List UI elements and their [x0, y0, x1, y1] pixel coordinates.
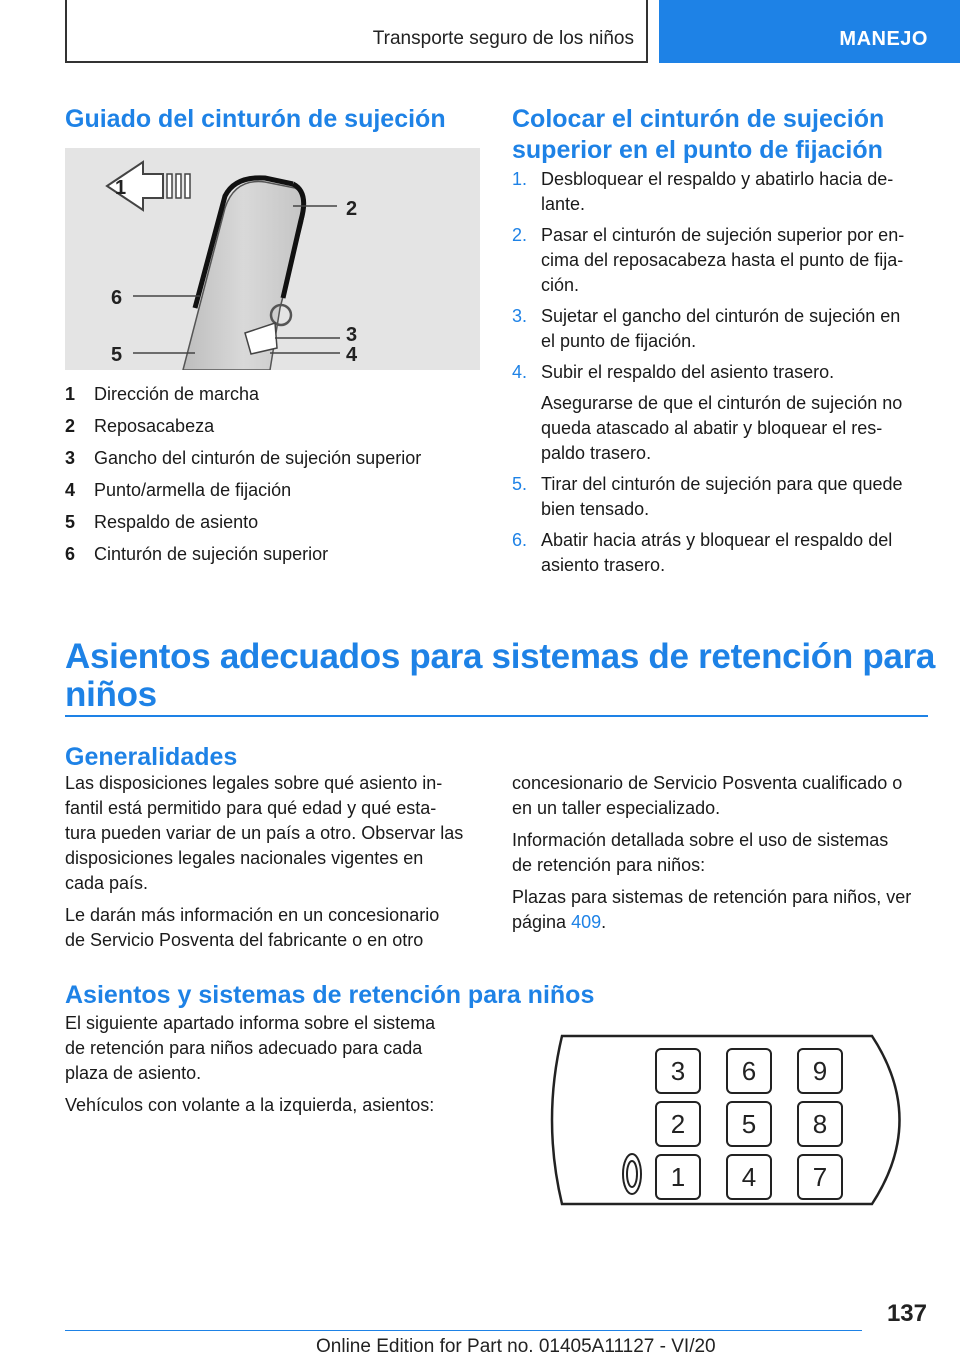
belt-routing-illustration [65, 148, 480, 370]
footer-edition: Online Edition for Part no. 01405A11127 - VI/20 [316, 1336, 716, 1357]
legend-item [65, 381, 485, 413]
seat-number: 1 [670, 1162, 686, 1192]
seat-number: 8 [812, 1109, 828, 1139]
callout-1: 1 [115, 177, 127, 199]
legend-number: 3 [65, 448, 76, 468]
footer-divider [65, 1330, 862, 1331]
callout-4: 4 [346, 344, 358, 366]
header-title: Transporte seguro de los niños [372, 28, 634, 49]
seat-number: 9 [812, 1056, 828, 1086]
general-right-text: concesionario de Servicio Posventa cualificado o en un taller especializado. Información detallada sobre el uso de sistemas de retención para niños: Plazas para sistemas de retención para niños, ver página 409. [512, 773, 912, 932]
seat-number: 4 [741, 1162, 757, 1192]
legend-text: Punto/armella de fijación [94, 480, 292, 500]
page-reference-link[interactable]: 409 [571, 912, 602, 932]
legend-item [65, 509, 485, 541]
step-number: 3. [512, 306, 528, 326]
legend-number: 6 [65, 544, 76, 564]
legend-text: Reposacabeza [94, 416, 215, 436]
step-item: 5. Tirar del cinturón de sujeción para que quede bien tensado. [512, 474, 903, 519]
legend-item [65, 477, 485, 509]
step-note: Asegurarse de que el cinturón de sujeción no queda atascado al abatir y bloquear el res- paldo trasero. [541, 393, 903, 463]
seats-text: El siguiente apartado informa sobre el sistema de retención para niños adecuado para cada plaza de asiento. Vehículos con volante a la izquierda, asientos: [65, 1013, 436, 1115]
step-number: 2. [512, 225, 528, 245]
header-title-box [65, 0, 648, 63]
legend-number: 2 [65, 416, 76, 436]
step-number: 5. [512, 474, 528, 494]
legend-number: 5 [65, 512, 76, 532]
callout-2: 2 [346, 198, 358, 220]
step-number: 4. [512, 362, 528, 382]
seat-number: 5 [741, 1109, 757, 1139]
legend-text: Gancho del cinturón de sujeción superior [94, 448, 422, 468]
section-divider [65, 715, 928, 717]
callout-3: 3 [346, 324, 358, 346]
chapter-section-title: Asientos adecuados para sistemas de retención para niños [65, 637, 936, 714]
step-item: 6. Abatir hacia atrás y bloquear el respaldo del asiento trasero. [512, 530, 893, 575]
legend-text: Respaldo de asiento [94, 512, 259, 532]
subheading-seats-and-restraints: Asientos y sistemas de retención para niños [65, 981, 595, 1009]
step-item: 1. Desbloquear el respaldo y abatirlo hacia de- lante. [512, 169, 894, 214]
seat-number: 3 [670, 1056, 686, 1086]
legend-number: 1 [65, 384, 76, 404]
step-item: 2. Pasar el cinturón de sujeción superior por en- cima del reposacabeza hasta el punto de fija- ción. [512, 225, 905, 295]
legend-text: Cinturón de sujeción superior [94, 544, 329, 564]
step-item: 4. Subir el respaldo del asiento trasero. Asegurarse de que el cinturón de sujeción no queda atascado al abatir y bloquear el res- paldo trasero. [512, 360, 932, 466]
legend-item [65, 413, 485, 445]
legend-number: 4 [65, 480, 76, 500]
seat-number: 2 [670, 1109, 686, 1139]
callout-6: 6 [111, 287, 123, 309]
step-item: 3. Sujetar el gancho del cinturón de sujeción en el punto de fijación. [512, 306, 901, 351]
legend-item [65, 445, 485, 477]
steps-list [512, 167, 932, 584]
seat-number: 6 [741, 1056, 757, 1086]
legend-text: Dirección de marcha [94, 384, 260, 404]
page-number: 137 [886, 1300, 927, 1327]
legend-item [65, 541, 485, 573]
subheading-generalidades: Generalidades [65, 743, 238, 771]
figure-legend [65, 381, 485, 573]
step-number: 6. [512, 530, 528, 550]
section-heading-attach-belt: Colocar el cinturón de sujeción superior en el punto de fijación [512, 105, 885, 164]
seat-number: 7 [812, 1162, 828, 1192]
chapter-tab[interactable]: MANEJO [659, 0, 960, 63]
step-number: 1. [512, 169, 528, 189]
callout-5: 5 [111, 344, 123, 366]
seat-position-diagram [532, 1024, 932, 1216]
general-left-text: Las disposiciones legales sobre qué asiento in- fantil está permitido para qué edad y qué esta- tura pueden variar de un país a otro. Observar las disposiciones legales nacionales vigentes en cada país. Le darán más información en un concesionario de Servicio Posventa del fabricante o en otro [65, 773, 464, 950]
section-heading-belt-routing: Guiado del cinturón de sujeción [65, 105, 446, 133]
